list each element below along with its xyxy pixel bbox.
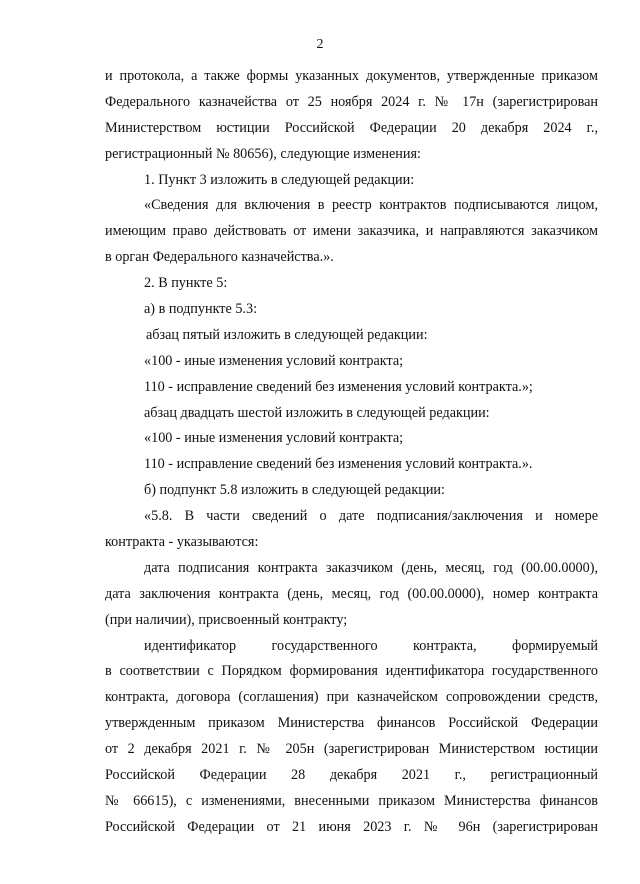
text-line: Российской Федерации от 21 июня 2023 г. № 96н (зарегистрирован	[105, 818, 598, 835]
text-line: а) в подпункте 5.3:	[144, 301, 258, 318]
text-line: контракта, договора (соглашения) при казначейском сопровождении средств,	[105, 689, 598, 706]
text-line: № 66615), с изменениями, внесенными приказом Министерства финансов	[105, 792, 598, 809]
text-line: Министерством юстиции Российской Федерации 20 декабря 2024 г.,	[105, 119, 598, 136]
text-line: «5.8. В части сведений о дате подписания/заключения и номере	[144, 508, 598, 525]
text-line: Российской Федерации 28 декабря 2021 г., регистрационный	[105, 767, 598, 784]
text-line: «100 - иные изменения условий контракта;	[144, 430, 404, 447]
text-line: (при наличии), присвоенный контракту;	[105, 611, 348, 628]
document-body	[105, 64, 598, 841]
text-line: «100 - иные изменения условий контракта;	[144, 352, 404, 369]
text-line: 2. В пункте 5:	[144, 275, 228, 292]
text-line: в орган Федерального казначейства.».	[105, 249, 334, 266]
text-line: от 2 декабря 2021 г. № 205н (зарегистрирован Министерством юстиции	[105, 741, 598, 758]
text-line: утвержденным приказом Министерства финансов Российской Федерации	[105, 715, 598, 732]
text-line: регистрационный № 80656), следующие изменения:	[105, 145, 421, 162]
text-line: 110 - исправление сведений без изменения условий контракта.»;	[144, 378, 533, 395]
text-line: абзац пятый изложить в следующей редакции:	[146, 326, 428, 343]
page-number: 2	[316, 37, 324, 52]
text-line: дата заключения контракта (день, месяц, год (00.00.0000), номер контракта	[105, 585, 598, 602]
text-line: «Сведения для включения в реестр контрактов подписываются лицом,	[144, 197, 598, 214]
text-line: абзац двадцать шестой изложить в следующей редакции:	[144, 404, 490, 421]
text-line: 110 - исправление сведений без изменения условий контракта.».	[144, 456, 533, 473]
text-line: дата подписания контракта заказчиком (день, месяц, год (00.00.0000),	[144, 559, 598, 576]
text-line: и протокола, а также формы указанных документов, утвержденные приказом	[105, 68, 598, 84]
text-line: Федерального казначейства от 25 ноября 2024 г. № 17н (зарегистрирован	[105, 93, 598, 110]
text-line: идентификатор государственного контракта, формируемый	[144, 637, 598, 654]
text-line: в соответствии с Порядком формирования идентификатора государственного	[105, 663, 598, 680]
text-line: контракта - указываются:	[105, 534, 259, 551]
text-line: 1. Пункт 3 изложить в следующей редакции:	[144, 171, 415, 188]
text-line: б) подпункт 5.8 изложить в следующей редакции:	[144, 482, 445, 499]
text-line: имеющим право действовать от имени заказчика, и направляются заказчиком	[105, 223, 598, 240]
